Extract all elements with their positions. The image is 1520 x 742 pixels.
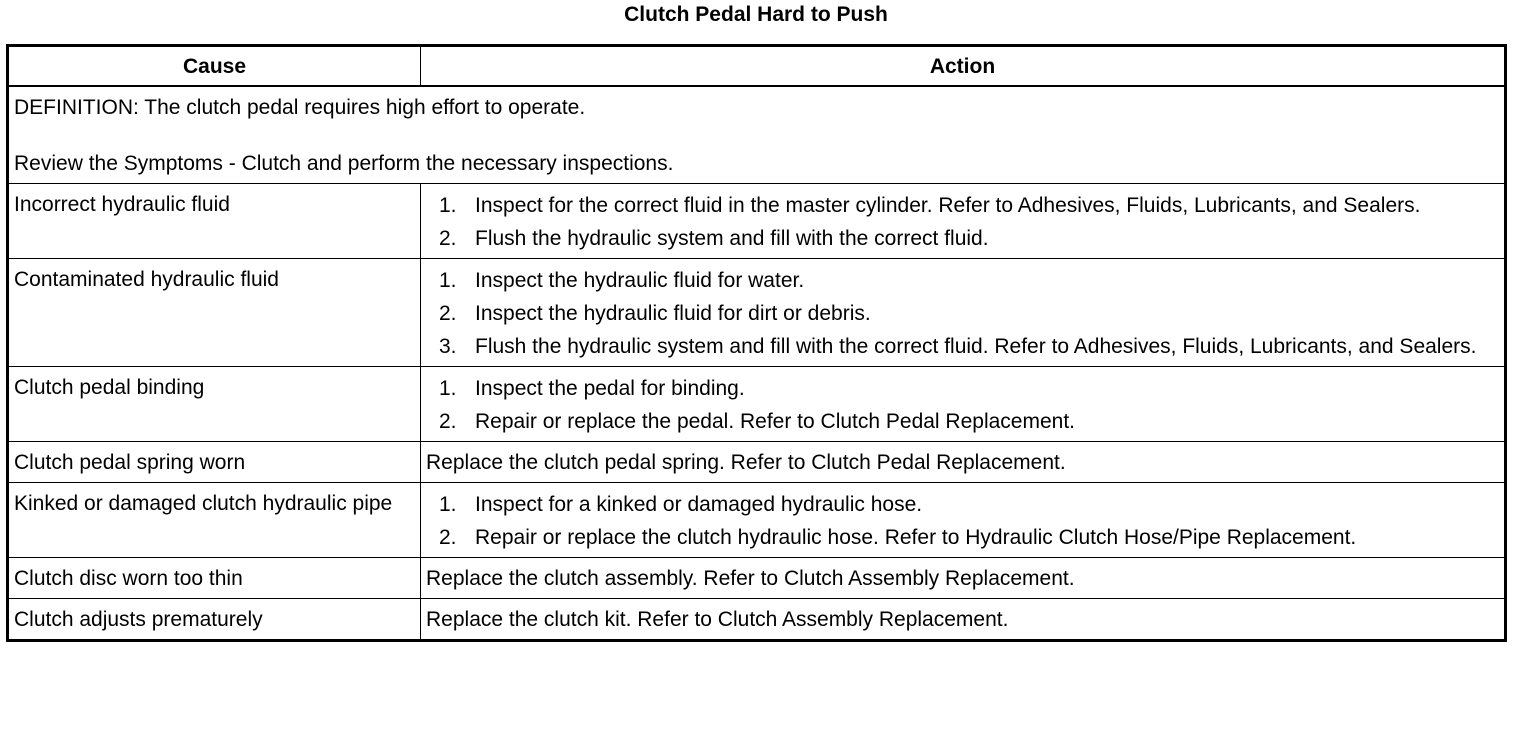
step-text: Inspect the hydraulic fluid for water. bbox=[475, 269, 805, 292]
action-cell bbox=[421, 184, 1506, 259]
column-header-action: Action bbox=[421, 46, 1506, 87]
action-cell: Replace the clutch assembly. Refer to Clutch Assembly Replacement. bbox=[421, 558, 1506, 599]
action-step bbox=[439, 406, 1500, 437]
step-number: 2. bbox=[439, 410, 457, 433]
action-step bbox=[439, 331, 1500, 362]
step-number: 2. bbox=[439, 302, 457, 325]
cause-cell: Kinked or damaged clutch hydraulic pipe bbox=[8, 483, 421, 558]
step-text: Flush the hydraulic system and fill with the correct fluid. Refer to Adhesives, Fluids, Lubricants, and Sealers. bbox=[475, 335, 1477, 358]
definition-cell bbox=[8, 86, 1506, 184]
action-steps bbox=[426, 489, 1500, 553]
action-step bbox=[439, 265, 1500, 296]
table-row bbox=[8, 259, 1506, 367]
step-text: Flush the hydraulic system and fill with the correct fluid. bbox=[475, 227, 989, 250]
action-step bbox=[439, 373, 1500, 404]
action-cell: Replace the clutch pedal spring. Refer to Clutch Pedal Replacement. bbox=[421, 442, 1506, 483]
action-step bbox=[439, 223, 1500, 254]
action-cell bbox=[421, 367, 1506, 442]
step-text: Inspect for the correct fluid in the master cylinder. Refer to Adhesives, Fluids, Lubricants, and Sealers. bbox=[475, 194, 1421, 217]
step-text: Inspect the pedal for binding. bbox=[475, 377, 745, 400]
cause-cell: Clutch pedal spring worn bbox=[8, 442, 421, 483]
action-cell bbox=[421, 483, 1506, 558]
step-text: Repair or replace the pedal. Refer to Clutch Pedal Replacement. bbox=[475, 410, 1075, 433]
step-text: Inspect for a kinked or damaged hydraulic hose. bbox=[475, 493, 923, 516]
table-row bbox=[8, 442, 1506, 483]
step-number: 1. bbox=[439, 194, 457, 217]
action-cell bbox=[421, 259, 1506, 367]
review-text: Review the Symptoms - Clutch and perform the necessary inspections. bbox=[14, 152, 674, 175]
cause-cell: Incorrect hydraulic fluid bbox=[8, 184, 421, 259]
action-steps bbox=[426, 265, 1500, 362]
table-row bbox=[8, 483, 1506, 558]
step-number: 1. bbox=[439, 377, 457, 400]
step-number: 1. bbox=[439, 493, 457, 516]
step-text: Inspect the hydraulic fluid for dirt or debris. bbox=[475, 302, 871, 325]
action-step bbox=[439, 298, 1500, 329]
table-row bbox=[8, 367, 1506, 442]
action-step bbox=[439, 190, 1500, 221]
definition-text: DEFINITION: The clutch pedal requires high effort to operate. bbox=[14, 96, 586, 119]
action-step bbox=[439, 522, 1500, 553]
step-number: 2. bbox=[439, 526, 457, 549]
table-row bbox=[8, 599, 1506, 641]
column-header-cause: Cause bbox=[8, 46, 421, 87]
step-text: Repair or replace the clutch hydraulic hose. Refer to Hydraulic Clutch Hose/Pipe Replacement. bbox=[475, 526, 1357, 549]
cause-cell: Clutch disc worn too thin bbox=[8, 558, 421, 599]
action-cell: Replace the clutch kit. Refer to Clutch Assembly Replacement. bbox=[421, 599, 1506, 641]
cause-cell: Clutch pedal binding bbox=[8, 367, 421, 442]
cause-cell: Contaminated hydraulic fluid bbox=[8, 259, 421, 367]
page-title: Clutch Pedal Hard to Push bbox=[624, 3, 888, 26]
action-steps bbox=[426, 373, 1500, 437]
table-row bbox=[8, 184, 1506, 259]
action-step bbox=[439, 489, 1500, 520]
step-number: 3. bbox=[439, 335, 457, 358]
diagnostic-table bbox=[6, 44, 1507, 642]
table-row bbox=[8, 558, 1506, 599]
action-steps bbox=[426, 190, 1500, 254]
table-header-row bbox=[8, 46, 1506, 87]
step-number: 1. bbox=[439, 269, 457, 292]
step-number: 2. bbox=[439, 227, 457, 250]
cause-cell: Clutch adjusts prematurely bbox=[8, 599, 421, 641]
definition-row bbox=[8, 86, 1506, 184]
